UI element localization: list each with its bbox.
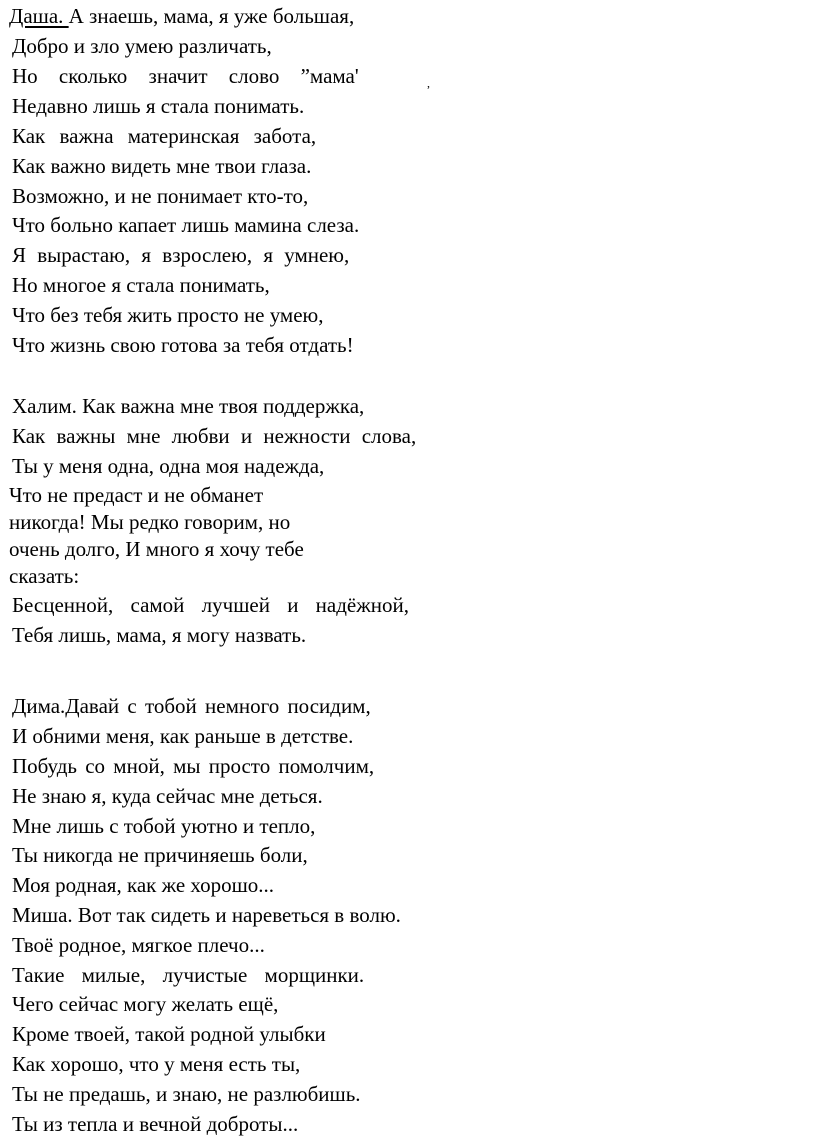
poem-line: никогда! Мы редко говорим, но — [9, 510, 291, 534]
poem-line: Что жизнь свою готова за тебя отдать! — [12, 333, 354, 357]
poem-line: Как важны мне любви и нежности слова, — [12, 424, 417, 448]
poem-line: Но многое я стала понимать, — [12, 273, 270, 297]
poem-line: Дима.Давай с тобой немного посидим, — [12, 694, 371, 718]
poem-line: Халим. Как важна мне твоя поддержка, — [12, 394, 365, 418]
poem-line: И обними меня, как раньше в детстве. — [12, 724, 354, 748]
poem-line: Бесценной, самой лучшей и надёжной, — [12, 593, 409, 617]
poem-line: Ты из тепла и вечной доброты... — [12, 1112, 299, 1136]
poem-line: сказать: — [9, 564, 80, 588]
poem-line — [9, 3, 354, 29]
poem-line: Недавно лишь я стала понимать. — [12, 94, 305, 118]
poem-line: Такие милые, лучистые морщинки. — [12, 963, 365, 987]
poem-line: Я вырастаю, я взрослею, я умнею, — [12, 243, 350, 267]
speaker-name-dasha: Даша. — [9, 4, 69, 28]
poem-line: Как важна материнская забота, — [12, 124, 317, 148]
stray-mark: , — [427, 76, 430, 90]
poem-line: Как хорошо, что у меня есть ты, — [12, 1052, 301, 1076]
poem-line: Что без тебя жить просто не умею, — [12, 303, 324, 327]
poem-line: Тебя лишь, мама, я могу назвать. — [12, 623, 307, 647]
poem-line: Добро и зло умею различать, — [12, 34, 272, 58]
poem-line: Миша. Вот так сидеть и нареветься в волю. — [12, 903, 401, 927]
poem-line: Не знаю я, куда сейчас мне деться. — [12, 784, 323, 808]
poem-line: Кроме твоей, такой родной улыбки — [12, 1022, 326, 1046]
poem-line: Как важно видеть мне твои глаза. — [12, 154, 312, 178]
poem-line: Побудь со мной, мы просто помолчим, — [12, 754, 375, 778]
poem-line: Твоё родное, мягкое плечо... — [12, 933, 265, 957]
poem-line: Ты никогда не причиняешь боли, — [12, 843, 308, 867]
poem-line: очень долго, И много я хочу тебе — [9, 537, 304, 561]
poem-line: Ты не предашь, и знаю, не разлюбишь. — [12, 1082, 361, 1106]
poem-line-text: А знаешь, мама, я уже большая, — [68, 4, 355, 28]
poem-line: Но сколько значит слово ”мама' — [12, 64, 359, 88]
poem-line: Что не предаст и не обманет — [9, 483, 264, 507]
poem-line: Что больно капает лишь мамина слеза. — [12, 213, 360, 237]
poem-line: Моя родная, как же хорошо... — [12, 873, 275, 897]
poem-line: Возможно, и не понимает кто-то, — [12, 184, 309, 208]
poem-line: Мне лишь с тобой уютно и тепло, — [12, 814, 316, 838]
poem-line: Ты у меня одна, одна моя надежда, — [12, 454, 325, 478]
poem-line: Чего сейчас могу желать ещё, — [12, 992, 279, 1016]
